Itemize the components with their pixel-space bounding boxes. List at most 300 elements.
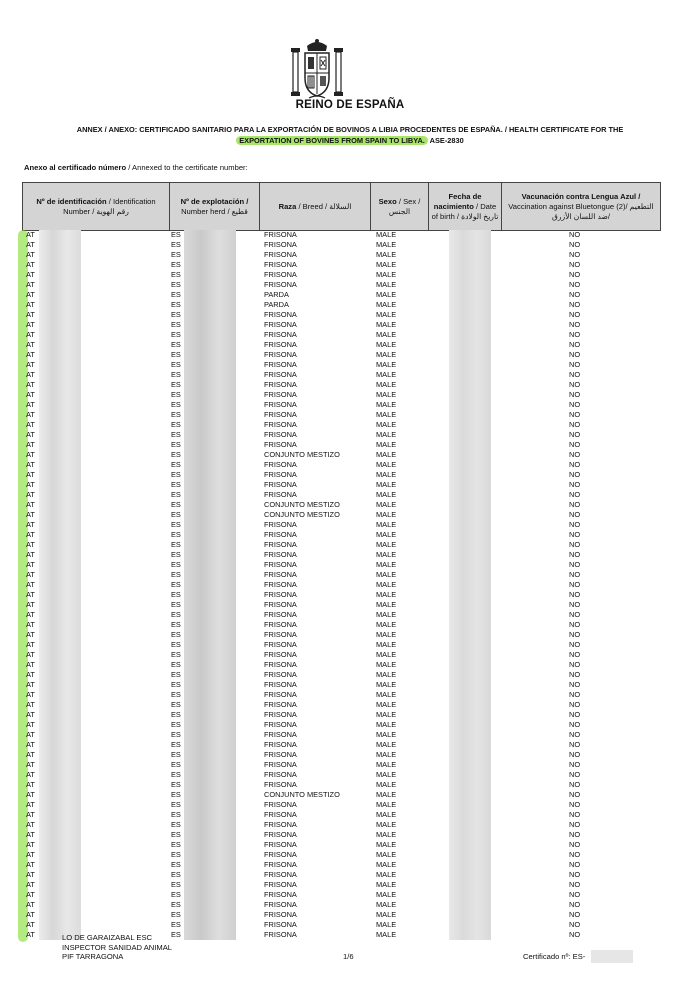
table-row bbox=[22, 700, 660, 710]
redacted-birth-date bbox=[449, 320, 491, 330]
redacted-id bbox=[39, 530, 81, 540]
herd-prefix: ES bbox=[171, 620, 181, 629]
animal-id-prefix: AT bbox=[26, 880, 35, 889]
redacted-id bbox=[39, 250, 81, 260]
breed: FRISONA bbox=[264, 590, 297, 599]
breed: FRISONA bbox=[264, 380, 297, 389]
redacted-herd bbox=[184, 780, 236, 790]
herd-prefix: ES bbox=[171, 600, 181, 609]
breed: FRISONA bbox=[264, 700, 297, 709]
breed: FRISONA bbox=[264, 830, 297, 839]
redacted-id bbox=[39, 330, 81, 340]
sex: MALE bbox=[376, 380, 397, 389]
table-row bbox=[22, 340, 660, 350]
redacted-birth-date bbox=[449, 730, 491, 740]
redacted-herd bbox=[184, 790, 236, 800]
table-row bbox=[22, 860, 660, 870]
redacted-birth-date bbox=[449, 780, 491, 790]
redacted-id bbox=[39, 850, 81, 860]
animal-id-prefix: AT bbox=[26, 900, 35, 909]
sex: MALE bbox=[376, 740, 397, 749]
vaccination: NO bbox=[569, 660, 581, 669]
redacted-birth-date bbox=[449, 390, 491, 400]
herd-prefix: ES bbox=[171, 440, 181, 449]
vaccination: NO bbox=[569, 890, 581, 899]
redacted-birth-date bbox=[449, 680, 491, 690]
redacted-birth-date bbox=[449, 480, 491, 490]
animal-id-prefix: AT bbox=[26, 790, 35, 799]
sex: MALE bbox=[376, 310, 397, 319]
redacted-id bbox=[39, 600, 81, 610]
herd-prefix: ES bbox=[171, 390, 181, 399]
sex: MALE bbox=[376, 730, 397, 739]
herd-prefix: ES bbox=[171, 460, 181, 469]
sex: MALE bbox=[376, 480, 397, 489]
breed: FRISONA bbox=[264, 810, 297, 819]
redacted-id bbox=[39, 730, 81, 740]
sex: MALE bbox=[376, 920, 397, 929]
vaccination: NO bbox=[569, 770, 581, 779]
redacted-herd bbox=[184, 470, 236, 480]
redacted-birth-date bbox=[449, 300, 491, 310]
herd-prefix: ES bbox=[171, 310, 181, 319]
animal-id-prefix: AT bbox=[26, 510, 35, 519]
breed: FRISONA bbox=[264, 230, 297, 239]
animal-id-prefix: AT bbox=[26, 490, 35, 499]
vaccination: NO bbox=[569, 900, 581, 909]
breed: FRISONA bbox=[264, 670, 297, 679]
vaccination: NO bbox=[569, 290, 581, 299]
vaccination: NO bbox=[569, 670, 581, 679]
table-row bbox=[22, 530, 660, 540]
animal-id-prefix: AT bbox=[26, 400, 35, 409]
animal-id-prefix: AT bbox=[26, 910, 35, 919]
vaccination: NO bbox=[569, 320, 581, 329]
redacted-birth-date bbox=[449, 740, 491, 750]
redacted-herd bbox=[184, 380, 236, 390]
vaccination: NO bbox=[569, 920, 581, 929]
breed: FRISONA bbox=[264, 650, 297, 659]
animal-id-prefix: AT bbox=[26, 230, 35, 239]
redacted-herd bbox=[184, 490, 236, 500]
animal-id-prefix: AT bbox=[26, 590, 35, 599]
breed: FRISONA bbox=[264, 910, 297, 919]
animal-id-prefix: AT bbox=[26, 520, 35, 529]
sex: MALE bbox=[376, 550, 397, 559]
animal-id-prefix: AT bbox=[26, 700, 35, 709]
animal-id-prefix: AT bbox=[26, 320, 35, 329]
redacted-id bbox=[39, 880, 81, 890]
sex: MALE bbox=[376, 870, 397, 879]
redacted-id bbox=[39, 630, 81, 640]
redacted-herd bbox=[184, 250, 236, 260]
header-breed bbox=[260, 183, 371, 231]
animal-id-prefix: AT bbox=[26, 570, 35, 579]
redacted-id bbox=[39, 290, 81, 300]
table-row bbox=[22, 490, 660, 500]
herd-prefix: ES bbox=[171, 300, 181, 309]
sex: MALE bbox=[376, 700, 397, 709]
redacted-herd bbox=[184, 420, 236, 430]
table-row bbox=[22, 830, 660, 840]
vaccination: NO bbox=[569, 250, 581, 259]
vaccination: NO bbox=[569, 280, 581, 289]
sex: MALE bbox=[376, 610, 397, 619]
redacted-id bbox=[39, 700, 81, 710]
redacted-herd bbox=[184, 740, 236, 750]
redacted-herd bbox=[184, 440, 236, 450]
sex: MALE bbox=[376, 350, 397, 359]
table-row bbox=[22, 730, 660, 740]
sex: MALE bbox=[376, 260, 397, 269]
sex: MALE bbox=[376, 470, 397, 479]
redacted-birth-date bbox=[449, 420, 491, 430]
herd-prefix: ES bbox=[171, 410, 181, 419]
sex: MALE bbox=[376, 760, 397, 769]
table-row bbox=[22, 650, 660, 660]
redacted-herd bbox=[184, 760, 236, 770]
breed: FRISONA bbox=[264, 520, 297, 529]
sex: MALE bbox=[376, 450, 397, 459]
redacted-herd bbox=[184, 880, 236, 890]
vaccination: NO bbox=[569, 590, 581, 599]
vaccination: NO bbox=[569, 800, 581, 809]
redacted-birth-date bbox=[449, 620, 491, 630]
table-row bbox=[22, 390, 660, 400]
herd-prefix: ES bbox=[171, 670, 181, 679]
breed: FRISONA bbox=[264, 270, 297, 279]
herd-prefix: ES bbox=[171, 710, 181, 719]
redacted-herd bbox=[184, 610, 236, 620]
sex: MALE bbox=[376, 300, 397, 309]
vaccination: NO bbox=[569, 880, 581, 889]
redacted-herd bbox=[184, 900, 236, 910]
table-row bbox=[22, 570, 660, 580]
sex: MALE bbox=[376, 880, 397, 889]
animal-id-prefix: AT bbox=[26, 600, 35, 609]
breed: PARDA bbox=[264, 300, 289, 309]
redacted-id bbox=[39, 320, 81, 330]
redacted-birth-date bbox=[449, 720, 491, 730]
table-row bbox=[22, 630, 660, 640]
redacted-birth-date bbox=[449, 910, 491, 920]
redacted-birth-date bbox=[449, 670, 491, 680]
animal-table-header bbox=[22, 182, 661, 231]
vaccination: NO bbox=[569, 440, 581, 449]
breed: FRISONA bbox=[264, 800, 297, 809]
table-row bbox=[22, 680, 660, 690]
breed: PARDA bbox=[264, 290, 289, 299]
sex: MALE bbox=[376, 600, 397, 609]
vaccination: NO bbox=[569, 450, 581, 459]
sex: MALE bbox=[376, 570, 397, 579]
herd-prefix: ES bbox=[171, 500, 181, 509]
table-row bbox=[22, 660, 660, 670]
vaccination: NO bbox=[569, 350, 581, 359]
redacted-id bbox=[39, 240, 81, 250]
animal-id-prefix: AT bbox=[26, 410, 35, 419]
herd-prefix: ES bbox=[171, 610, 181, 619]
header-breed-es: Raza bbox=[278, 201, 297, 211]
redacted-herd bbox=[184, 240, 236, 250]
redacted-herd bbox=[184, 350, 236, 360]
header-herd-es: Nº de explotación / bbox=[180, 196, 249, 206]
breed: FRISONA bbox=[264, 350, 297, 359]
redacted-id bbox=[39, 760, 81, 770]
redacted-id bbox=[39, 800, 81, 810]
herd-prefix: ES bbox=[171, 270, 181, 279]
redacted-herd bbox=[184, 390, 236, 400]
redacted-herd bbox=[184, 330, 236, 340]
breed: FRISONA bbox=[264, 400, 297, 409]
herd-prefix: ES bbox=[171, 900, 181, 909]
animal-id-prefix: AT bbox=[26, 270, 35, 279]
herd-prefix: ES bbox=[171, 760, 181, 769]
redacted-herd bbox=[184, 650, 236, 660]
herd-prefix: ES bbox=[171, 780, 181, 789]
redacted-herd bbox=[184, 340, 236, 350]
redacted-herd bbox=[184, 360, 236, 370]
redacted-herd bbox=[184, 920, 236, 930]
header-birth-rest: / Date of birth / تاريخ الولادة bbox=[431, 201, 499, 221]
sex: MALE bbox=[376, 650, 397, 659]
redacted-id bbox=[39, 420, 81, 430]
herd-prefix: ES bbox=[171, 660, 181, 669]
animal-id-prefix: AT bbox=[26, 650, 35, 659]
animal-id-prefix: AT bbox=[26, 550, 35, 559]
animal-id-prefix: AT bbox=[26, 680, 35, 689]
herd-prefix: ES bbox=[171, 560, 181, 569]
table-row bbox=[22, 260, 660, 270]
redacted-id bbox=[39, 640, 81, 650]
redacted-id bbox=[39, 570, 81, 580]
table-row bbox=[22, 290, 660, 300]
vaccination: NO bbox=[569, 730, 581, 739]
annex-label-en: / Annexed to the certificate number: bbox=[126, 163, 248, 172]
header-birth bbox=[429, 183, 502, 231]
table-row bbox=[22, 430, 660, 440]
herd-prefix: ES bbox=[171, 750, 181, 759]
table-row bbox=[22, 300, 660, 310]
breed: FRISONA bbox=[264, 360, 297, 369]
table-row bbox=[22, 500, 660, 510]
table-row bbox=[22, 720, 660, 730]
sex: MALE bbox=[376, 580, 397, 589]
vaccination: NO bbox=[569, 750, 581, 759]
herd-prefix: ES bbox=[171, 290, 181, 299]
herd-prefix: ES bbox=[171, 630, 181, 639]
breed: FRISONA bbox=[264, 630, 297, 639]
sex: MALE bbox=[376, 690, 397, 699]
animal-id-prefix: AT bbox=[26, 840, 35, 849]
breed: FRISONA bbox=[264, 620, 297, 629]
redacted-birth-date bbox=[449, 530, 491, 540]
sex: MALE bbox=[376, 590, 397, 599]
sex: MALE bbox=[376, 670, 397, 679]
breed: FRISONA bbox=[264, 680, 297, 689]
sex: MALE bbox=[376, 520, 397, 529]
redacted-herd bbox=[184, 320, 236, 330]
redacted-id bbox=[39, 460, 81, 470]
redacted-birth-date bbox=[449, 800, 491, 810]
redacted-id bbox=[39, 590, 81, 600]
sex: MALE bbox=[376, 800, 397, 809]
sex: MALE bbox=[376, 780, 397, 789]
signer-block bbox=[62, 933, 172, 962]
redacted-id bbox=[39, 810, 81, 820]
header-vaccination bbox=[502, 183, 661, 231]
redacted-birth-date bbox=[449, 700, 491, 710]
animal-id-prefix: AT bbox=[26, 930, 35, 939]
animal-id-prefix: AT bbox=[26, 480, 35, 489]
breed: FRISONA bbox=[264, 370, 297, 379]
redacted-id bbox=[39, 360, 81, 370]
herd-prefix: ES bbox=[171, 450, 181, 459]
redacted-birth-date bbox=[449, 370, 491, 380]
vaccination: NO bbox=[569, 570, 581, 579]
sex: MALE bbox=[376, 330, 397, 339]
redacted-birth-date bbox=[449, 760, 491, 770]
redacted-birth-date bbox=[449, 520, 491, 530]
breed: FRISONA bbox=[264, 750, 297, 759]
annex-label bbox=[24, 163, 248, 172]
herd-prefix: ES bbox=[171, 840, 181, 849]
herd-prefix: ES bbox=[171, 770, 181, 779]
breed: FRISONA bbox=[264, 660, 297, 669]
table-row bbox=[22, 510, 660, 520]
redacted-herd bbox=[184, 540, 236, 550]
table-row bbox=[22, 460, 660, 470]
sex: MALE bbox=[376, 840, 397, 849]
table-row bbox=[22, 310, 660, 320]
vaccination: NO bbox=[569, 740, 581, 749]
redacted-herd bbox=[184, 910, 236, 920]
sex: MALE bbox=[376, 430, 397, 439]
sex: MALE bbox=[376, 510, 397, 519]
animal-id-prefix: AT bbox=[26, 640, 35, 649]
redacted-id bbox=[39, 860, 81, 870]
redacted-herd bbox=[184, 620, 236, 630]
redacted-herd bbox=[184, 820, 236, 830]
herd-prefix: ES bbox=[171, 490, 181, 499]
vaccination: NO bbox=[569, 540, 581, 549]
animal-id-prefix: AT bbox=[26, 310, 35, 319]
sex: MALE bbox=[376, 810, 397, 819]
redacted-birth-date bbox=[449, 350, 491, 360]
redacted-birth-date bbox=[449, 410, 491, 420]
breed: FRISONA bbox=[264, 930, 297, 939]
breed: FRISONA bbox=[264, 890, 297, 899]
redacted-birth-date bbox=[449, 660, 491, 670]
redacted-birth-date bbox=[449, 270, 491, 280]
redacted-birth-date bbox=[449, 460, 491, 470]
redacted-herd bbox=[184, 870, 236, 880]
animal-id-prefix: AT bbox=[26, 340, 35, 349]
redacted-herd bbox=[184, 270, 236, 280]
table-row bbox=[22, 330, 660, 340]
page-number: 1/6 bbox=[343, 952, 354, 961]
breed: FRISONA bbox=[264, 420, 297, 429]
redacted-herd bbox=[184, 600, 236, 610]
breed: FRISONA bbox=[264, 900, 297, 909]
redacted-herd bbox=[184, 680, 236, 690]
table-row bbox=[22, 400, 660, 410]
redacted-id bbox=[39, 500, 81, 510]
herd-prefix: ES bbox=[171, 650, 181, 659]
herd-prefix: ES bbox=[171, 550, 181, 559]
herd-prefix: ES bbox=[171, 830, 181, 839]
animal-id-prefix: AT bbox=[26, 920, 35, 929]
redacted-birth-date bbox=[449, 340, 491, 350]
sex: MALE bbox=[376, 340, 397, 349]
redacted-herd bbox=[184, 750, 236, 760]
vaccination: NO bbox=[569, 260, 581, 269]
redacted-birth-date bbox=[449, 400, 491, 410]
vaccination: NO bbox=[569, 550, 581, 559]
table-row bbox=[22, 520, 660, 530]
redacted-birth-date bbox=[449, 580, 491, 590]
breed: FRISONA bbox=[264, 770, 297, 779]
animal-id-prefix: AT bbox=[26, 620, 35, 629]
vaccination: NO bbox=[569, 380, 581, 389]
herd-prefix: ES bbox=[171, 420, 181, 429]
vaccination: NO bbox=[569, 310, 581, 319]
redacted-herd bbox=[184, 670, 236, 680]
redacted-herd bbox=[184, 710, 236, 720]
vaccination: NO bbox=[569, 530, 581, 539]
table-row bbox=[22, 890, 660, 900]
sex: MALE bbox=[376, 910, 397, 919]
redacted-birth-date bbox=[449, 360, 491, 370]
redacted-id bbox=[39, 770, 81, 780]
redacted-id bbox=[39, 610, 81, 620]
redacted-herd bbox=[184, 400, 236, 410]
herd-prefix: ES bbox=[171, 570, 181, 579]
vaccination: NO bbox=[569, 620, 581, 629]
animal-id-prefix: AT bbox=[26, 530, 35, 539]
sex: MALE bbox=[376, 820, 397, 829]
sex: MALE bbox=[376, 240, 397, 249]
sex: MALE bbox=[376, 930, 397, 939]
redacted-birth-date bbox=[449, 510, 491, 520]
sex: MALE bbox=[376, 710, 397, 719]
animal-id-prefix: AT bbox=[26, 370, 35, 379]
animal-id-prefix: AT bbox=[26, 770, 35, 779]
redacted-herd bbox=[184, 530, 236, 540]
redacted-birth-date bbox=[449, 500, 491, 510]
sex: MALE bbox=[376, 680, 397, 689]
breed: FRISONA bbox=[264, 570, 297, 579]
animal-id-prefix: AT bbox=[26, 670, 35, 679]
sex: MALE bbox=[376, 320, 397, 329]
redacted-birth-date bbox=[449, 430, 491, 440]
animal-id-prefix: AT bbox=[26, 760, 35, 769]
breed: FRISONA bbox=[264, 740, 297, 749]
redacted-birth-date bbox=[449, 330, 491, 340]
redacted-id bbox=[39, 430, 81, 440]
sex: MALE bbox=[376, 440, 397, 449]
table-row bbox=[22, 670, 660, 680]
vaccination: NO bbox=[569, 270, 581, 279]
animal-id-prefix: AT bbox=[26, 740, 35, 749]
breed: FRISONA bbox=[264, 330, 297, 339]
table-row bbox=[22, 230, 660, 240]
redacted-birth-date bbox=[449, 380, 491, 390]
certificate-title-line1: ANNEX / ANEXO: CERTIFICADO SANITARIO PARA LA EXPORTACIÓN DE BOVINOS A LIBIA PROCEDENTES DE ESPAÑA. / HEALTH CERTIFICATE FOR THE bbox=[76, 125, 624, 134]
sex: MALE bbox=[376, 850, 397, 859]
redacted-id bbox=[39, 410, 81, 420]
redacted-birth-date bbox=[449, 560, 491, 570]
